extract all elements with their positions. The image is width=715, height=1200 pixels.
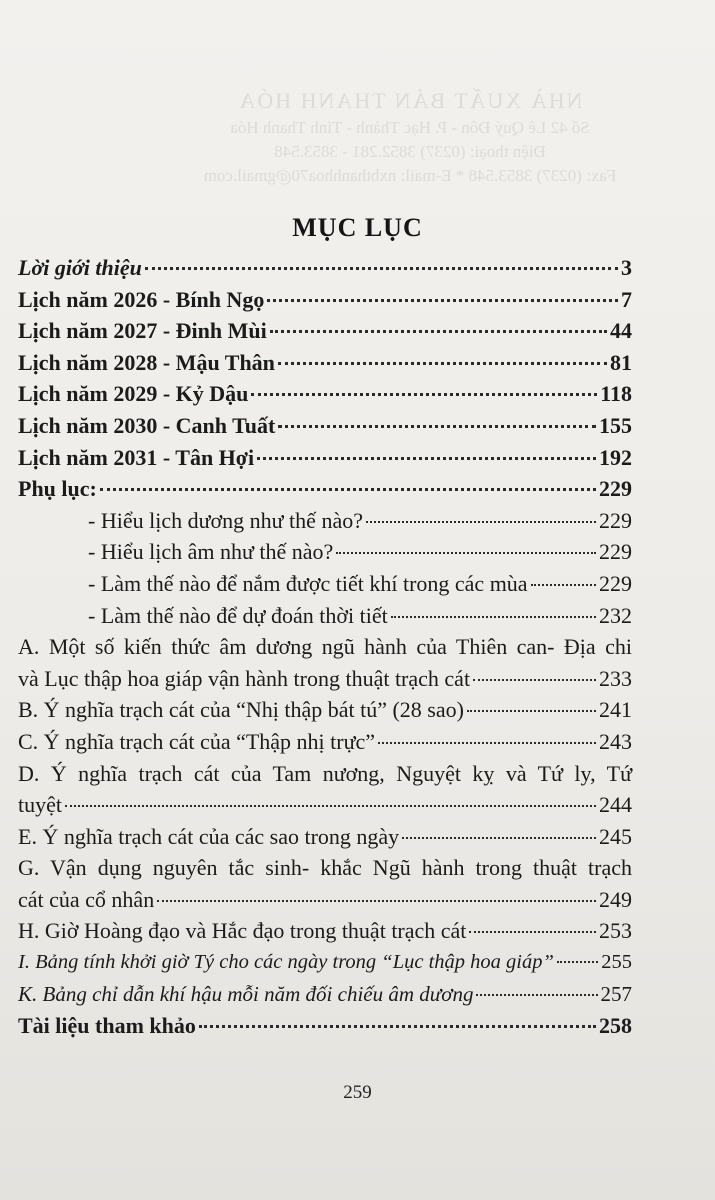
dot-leader (157, 900, 596, 902)
dot-leader (366, 521, 596, 523)
toc-entry-i (18, 947, 632, 979)
toc-entry-2030 (18, 410, 632, 442)
toc-entry-page: 44 (610, 318, 632, 344)
dot-leader (270, 330, 607, 333)
toc-entry-label: - Hiểu lịch âm như thế nào? (88, 539, 334, 565)
toc-subentry-solar-calendar (18, 505, 632, 537)
toc-entry-label-line1: D. Ý nghĩa trạch cát của Tam nương, Nguyệt kỵ và Tứ ly, Tứ (18, 760, 632, 786)
toc-entry-label: C. Ý nghĩa trạch cát của “Thập nhị trực” (18, 728, 376, 754)
dot-leader (467, 710, 596, 712)
dot-leader (557, 961, 598, 963)
dot-leader (100, 488, 596, 491)
toc-entry-label: Phụ lục: (18, 476, 97, 502)
toc-entry-2028 (18, 347, 632, 379)
toc-entry-page: 229 (599, 570, 632, 596)
toc-entry-2031 (18, 442, 632, 474)
toc-entry-g (18, 852, 632, 915)
dot-leader (257, 457, 596, 460)
toc-entry-label: K. Bảng chỉ dẫn khí hậu mỗi năm đối chiếu âm dương (18, 981, 474, 1006)
toc-entry-page: 253 (599, 918, 632, 944)
table-of-contents (18, 252, 632, 1042)
dot-leader (378, 742, 596, 744)
toc-entry-label-line1: G. Vận dụng nguyên tắc sinh- khắc Ngũ hành trong thuật trạch (18, 855, 632, 881)
dot-leader (199, 1025, 596, 1028)
toc-entry-label: Lịch năm 2029 - Kỷ Dậu (18, 381, 249, 407)
toc-entry-page: 255 (601, 951, 632, 974)
toc-entry-label: Lời giới thiệu (18, 255, 142, 280)
toc-subentry-solar-terms (18, 568, 632, 600)
bleed-through-publisher: NHÀ XUẤT BẢN THANH HÓA (237, 88, 583, 113)
toc-entry-page: 232 (599, 602, 632, 628)
toc-entry-e (18, 821, 632, 853)
dot-leader (391, 616, 596, 618)
toc-title: MỤC LỤC (292, 213, 423, 243)
bleed-through-phone: Điện thoại: (0237) 3852.281 - 3853.548 (274, 142, 546, 161)
toc-entry-label: Lịch năm 2030 - Canh Tuất (18, 412, 276, 438)
toc-entry-label: và Lục thập hoa giáp vận hành trong thuật trạch cát (18, 665, 471, 691)
dot-leader (251, 393, 597, 396)
toc-entry-2027 (18, 315, 632, 347)
toc-entry-page: 243 (599, 728, 632, 754)
toc-entry-label: - Hiểu lịch dương như thế nào? (88, 507, 363, 533)
dot-leader (473, 679, 596, 681)
toc-entry-page: 229 (599, 539, 632, 565)
toc-entry-label: - Làm thế nào để dự đoán thời tiết (88, 602, 388, 628)
dot-leader (531, 584, 596, 586)
toc-entry-d (18, 758, 632, 821)
toc-entry-page: 245 (599, 823, 632, 849)
toc-entry-label: - Làm thế nào để nắm được tiết khí trong các mùa (88, 570, 528, 596)
dot-leader (278, 425, 596, 428)
toc-entry-page: 7 (621, 286, 632, 312)
toc-entry-label: H. Giờ Hoàng đạo và Hắc đạo trong thuật trạch cát (18, 918, 467, 944)
toc-entry-page: 155 (599, 412, 632, 438)
toc-entry-page: 244 (599, 792, 632, 818)
toc-entry-page: 257 (600, 981, 632, 1006)
toc-entry-label: cát của cổ nhân (18, 886, 155, 912)
toc-entry-label: Lịch năm 2027 - Đinh Mùi (18, 318, 267, 344)
toc-entry-k (18, 979, 632, 1011)
toc-entry-page: 233 (599, 665, 632, 691)
toc-entry-page: 241 (599, 697, 632, 723)
toc-entry-label: tuyệt (18, 792, 62, 818)
dot-leader (402, 837, 596, 839)
toc-entry-page: 229 (599, 507, 632, 533)
toc-entry-appendix (18, 473, 632, 505)
toc-entry-2026 (18, 284, 632, 316)
toc-entry-page: 192 (599, 444, 632, 470)
dot-leader (278, 362, 607, 365)
toc-entry-2029 (18, 378, 632, 410)
toc-entry-label: Tài liệu tham khảo (18, 1013, 196, 1039)
dot-leader (476, 994, 597, 996)
toc-entry-page: 249 (599, 886, 632, 912)
bleed-through-fax: Fax: (0237) 3853.548 * E-mail: nxbthanhhoa70@gmail.com (203, 166, 617, 185)
toc-entry-page: 81 (610, 349, 632, 375)
toc-entry-page: 3 (621, 255, 632, 280)
toc-entry-label: B. Ý nghĩa trạch cát của “Nhị thập bát tú” (28 sao) (18, 697, 464, 723)
bleed-through-address: Số 42 Lê Quý Đôn - P. Hạc Thành - Tỉnh Thanh Hóa (230, 118, 590, 137)
toc-entry-label: Lịch năm 2028 - Mậu Thân (18, 349, 275, 375)
dot-leader (336, 552, 596, 554)
dot-leader (469, 931, 596, 933)
toc-entry-label: I. Bảng tính khởi giờ Tý cho các ngày trong “Lục thập hoa giáp” (18, 951, 554, 974)
toc-entry-h (18, 915, 632, 947)
toc-subentry-lunar-calendar (18, 536, 632, 568)
toc-entry-label: E. Ý nghĩa trạch cát của các sao trong ngày (18, 823, 400, 849)
toc-entry-intro (18, 252, 632, 284)
toc-entry-a (18, 631, 632, 694)
dot-leader (145, 267, 618, 270)
toc-entry-references (18, 1010, 632, 1042)
toc-entry-b (18, 694, 632, 726)
dot-leader (267, 299, 618, 302)
toc-entry-page: 229 (599, 476, 632, 502)
toc-entry-label: Lịch năm 2026 - Bính Ngọ (18, 286, 265, 312)
toc-entry-page: 118 (600, 381, 632, 407)
page-number: 259 (343, 1082, 372, 1103)
toc-subentry-weather-forecast (18, 600, 632, 632)
toc-entry-label-line1: A. Một số kiến thức âm dương ngũ hành của Thiên can- Địa chi (18, 634, 632, 660)
toc-entry-page: 258 (599, 1013, 632, 1039)
dot-leader (65, 805, 596, 807)
toc-entry-label: Lịch năm 2031 - Tân Hợi (18, 444, 255, 470)
toc-entry-c (18, 726, 632, 758)
